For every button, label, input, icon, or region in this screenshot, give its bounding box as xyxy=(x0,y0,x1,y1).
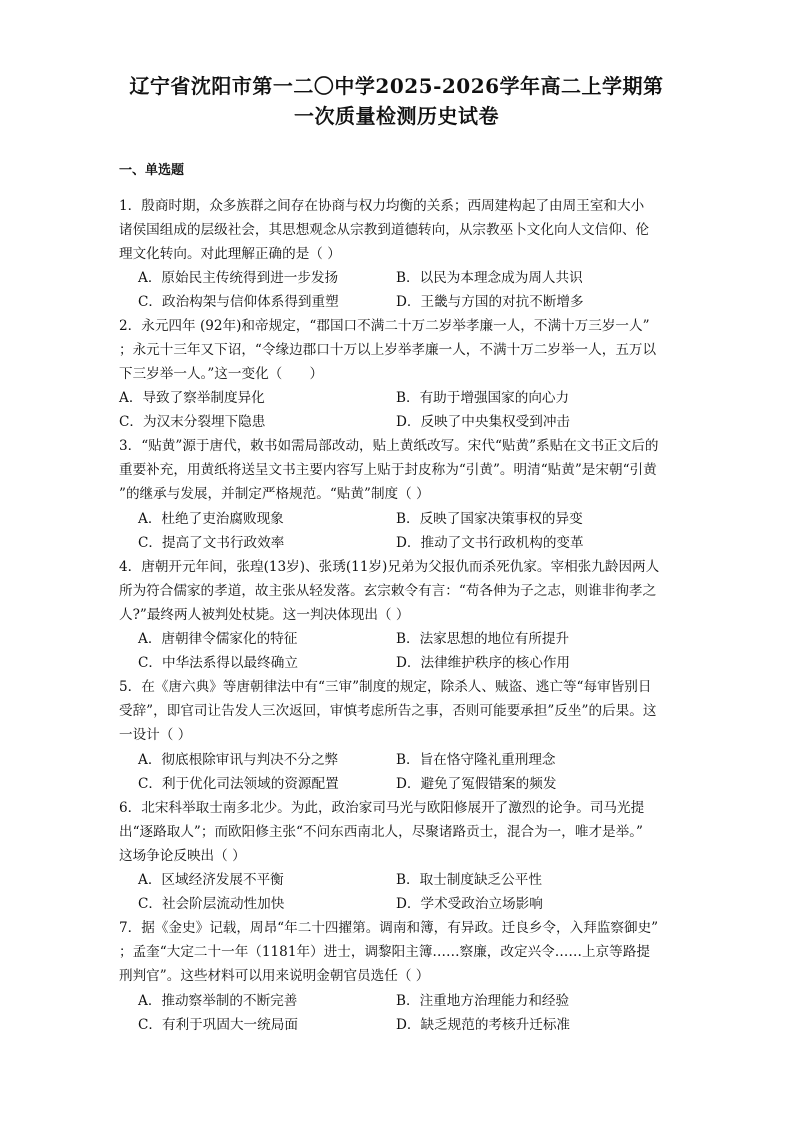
question-3-line-2: 重要补充，用黄纸将送呈文书主要内容写上贴于封皮称为“引黄”。明清“贴黄”是宋朝“引黄 xyxy=(119,462,657,478)
question-6-option-b[interactable]: B．取士制度缺乏公平性 xyxy=(396,872,542,888)
question-5-option-a[interactable]: A．彻底根除审讯与判决不分之弊 xyxy=(138,752,339,768)
question-2-line-2: ；永元十三年又下诏，“令缘边郡口十万以上岁举孝廉一人，不满十万二岁举一人，五万以 xyxy=(119,342,657,358)
question-3-line-3: ”的继承与发展，并制定严格规范。“贴黄”制度（ ） xyxy=(119,486,430,502)
question-1-option-b[interactable]: B．以民为本理念成为周人共识 xyxy=(396,270,583,286)
question-5-option-b[interactable]: B．旨在恪守隆礼重刑理念 xyxy=(396,752,556,768)
question-7-option-b[interactable]: B．注重地方治理能力和经验 xyxy=(396,993,570,1009)
question-5-line-1: 5．在《唐六典》等唐朝律法中有“三审”制度的规定，除杀人、贼盗、逃亡等“每审皆别日 xyxy=(119,679,652,695)
question-1-option-a[interactable]: A．原始民主传统得到进一步发扬 xyxy=(138,270,339,286)
question-4-line-1: 4．唐朝开元年间，张瑝(13岁)、张琇(11岁)兄弟为父报仇而杀死仇家。宰相张九龄因两人 xyxy=(119,559,660,575)
question-1-option-c[interactable]: C．政治构架与信仰体系得到重塑 xyxy=(138,294,339,310)
question-7-option-a[interactable]: A．推动察举制的不断完善 xyxy=(138,993,298,1009)
section-heading: 一、单选题 xyxy=(119,163,185,178)
question-4-line-3: 人?”最终两人被判处杖毙。这一判决体现出（ ） xyxy=(119,607,410,623)
question-1-line-1: 1．殷商时期，众多族群之间存在协商与权力均衡的关系；西周建构起了由周王室和大小 xyxy=(119,198,645,214)
question-7-line-3: 刑判官”。这些材料可以用来说明金朝官员选任（ ） xyxy=(119,968,430,984)
question-7-option-c[interactable]: C．有利于巩固大一统局面 xyxy=(138,1017,298,1033)
question-3-option-c[interactable]: C．提高了文书行政效率 xyxy=(138,535,285,551)
question-5-option-d[interactable]: D．避免了冤假错案的频发 xyxy=(396,776,557,792)
question-4-option-b[interactable]: B．法家思想的地位有所提升 xyxy=(396,631,570,647)
question-6-option-c[interactable]: C．社会阶层流动性加快 xyxy=(138,896,285,912)
question-4-option-a[interactable]: A．唐朝律令儒家化的特征 xyxy=(138,631,298,647)
question-2-option-b[interactable]: B．有助于增强国家的向心力 xyxy=(396,390,570,406)
question-1-option-d[interactable]: D．王畿与方国的对抗不断增多 xyxy=(396,294,584,310)
question-6-option-a[interactable]: A．区域经济发展不平衡 xyxy=(138,872,284,888)
question-7-option-d[interactable]: D．缺乏规范的考核升迁标准 xyxy=(396,1017,571,1033)
question-4-option-d[interactable]: D．法律维护秩序的核心作用 xyxy=(396,655,571,671)
question-2-option-d[interactable]: D．反映了中央集权受到冲击 xyxy=(396,414,571,430)
question-6-line-3: 这场争论反映出（ ） xyxy=(119,848,246,864)
question-3-option-d[interactable]: D．推动了文书行政机构的变革 xyxy=(396,535,584,551)
question-2-line-3: 下三岁举一人。”这一变化（ ） xyxy=(119,366,324,382)
question-2-option-c[interactable]: C．为汉末分裂埋下隐患 xyxy=(119,414,266,430)
question-5-line-2: 受辞”，即官司让告发人三次返回，审慎考虑所告之事，否则可能要承担”反坐”的后果。这 xyxy=(119,703,657,719)
exam-title-line-1: 辽宁省沈阳市第一二〇中学2025-2026学年高二上学期第 xyxy=(129,74,664,98)
question-5-line-3: 一设计（ ） xyxy=(119,727,192,743)
question-5-option-c[interactable]: C．利于优化司法领域的资源配置 xyxy=(138,776,339,792)
question-2-line-1: 2．永元四年 (92年)和帝规定，“郡国口不满二十万二岁举孝廉一人，不满十万三岁一人” xyxy=(119,318,650,334)
question-4-line-2: 所为符合儒家的孝道，故主张从轻发落。玄宗敕令有言：“苟各伸为子之志，则谁非徇孝之 xyxy=(119,583,657,599)
question-1-line-3: 理文化转向。对此理解正确的是（ ） xyxy=(119,246,341,262)
question-7-line-1: 7．据《金史》记载，周昂“年二十四擢第。调南和簿，有异政。迁良乡令，入拜监察御史” xyxy=(119,920,659,936)
question-3-option-b[interactable]: B．反映了国家决策事权的异变 xyxy=(396,511,583,527)
question-6-line-1: 6．北宋科举取士南多北少。为此，政治家司马光与欧阳修展开了激烈的论争。司马光提 xyxy=(119,800,645,816)
question-2-option-a[interactable]: A．导致了察举制度异化 xyxy=(119,390,265,406)
question-3-option-a[interactable]: A．杜绝了吏治腐败现象 xyxy=(138,511,284,527)
question-3-line-1: 3．“贴黄”源于唐代，敕书如需局部改动，贴上黄纸改写。宋代“贴黄”系贴在文书正文后的 xyxy=(119,438,659,454)
exam-title-line-2: 一次质量检测历史试卷 xyxy=(294,104,499,128)
question-7-line-2: ；孟奎“大定二十一年（1181年）进士，调黎阳主簿……察廉，改定兴令……上京等路提 xyxy=(119,944,650,960)
question-4-option-c[interactable]: C．中华法系得以最终确立 xyxy=(138,655,298,671)
question-6-option-d[interactable]: D．学术受政治立场影响 xyxy=(396,896,543,912)
question-6-line-2: 出“逐路取人”；而欧阳修主张“不问东西南北人，尽聚诸路贡士，混合为一，唯才是举。” xyxy=(119,824,643,840)
question-1-line-2: 诸侯国组成的层级社会，其思想观念从宗教到道德转向，从宗教巫卜文化向人文信仰、伦 xyxy=(119,222,650,238)
